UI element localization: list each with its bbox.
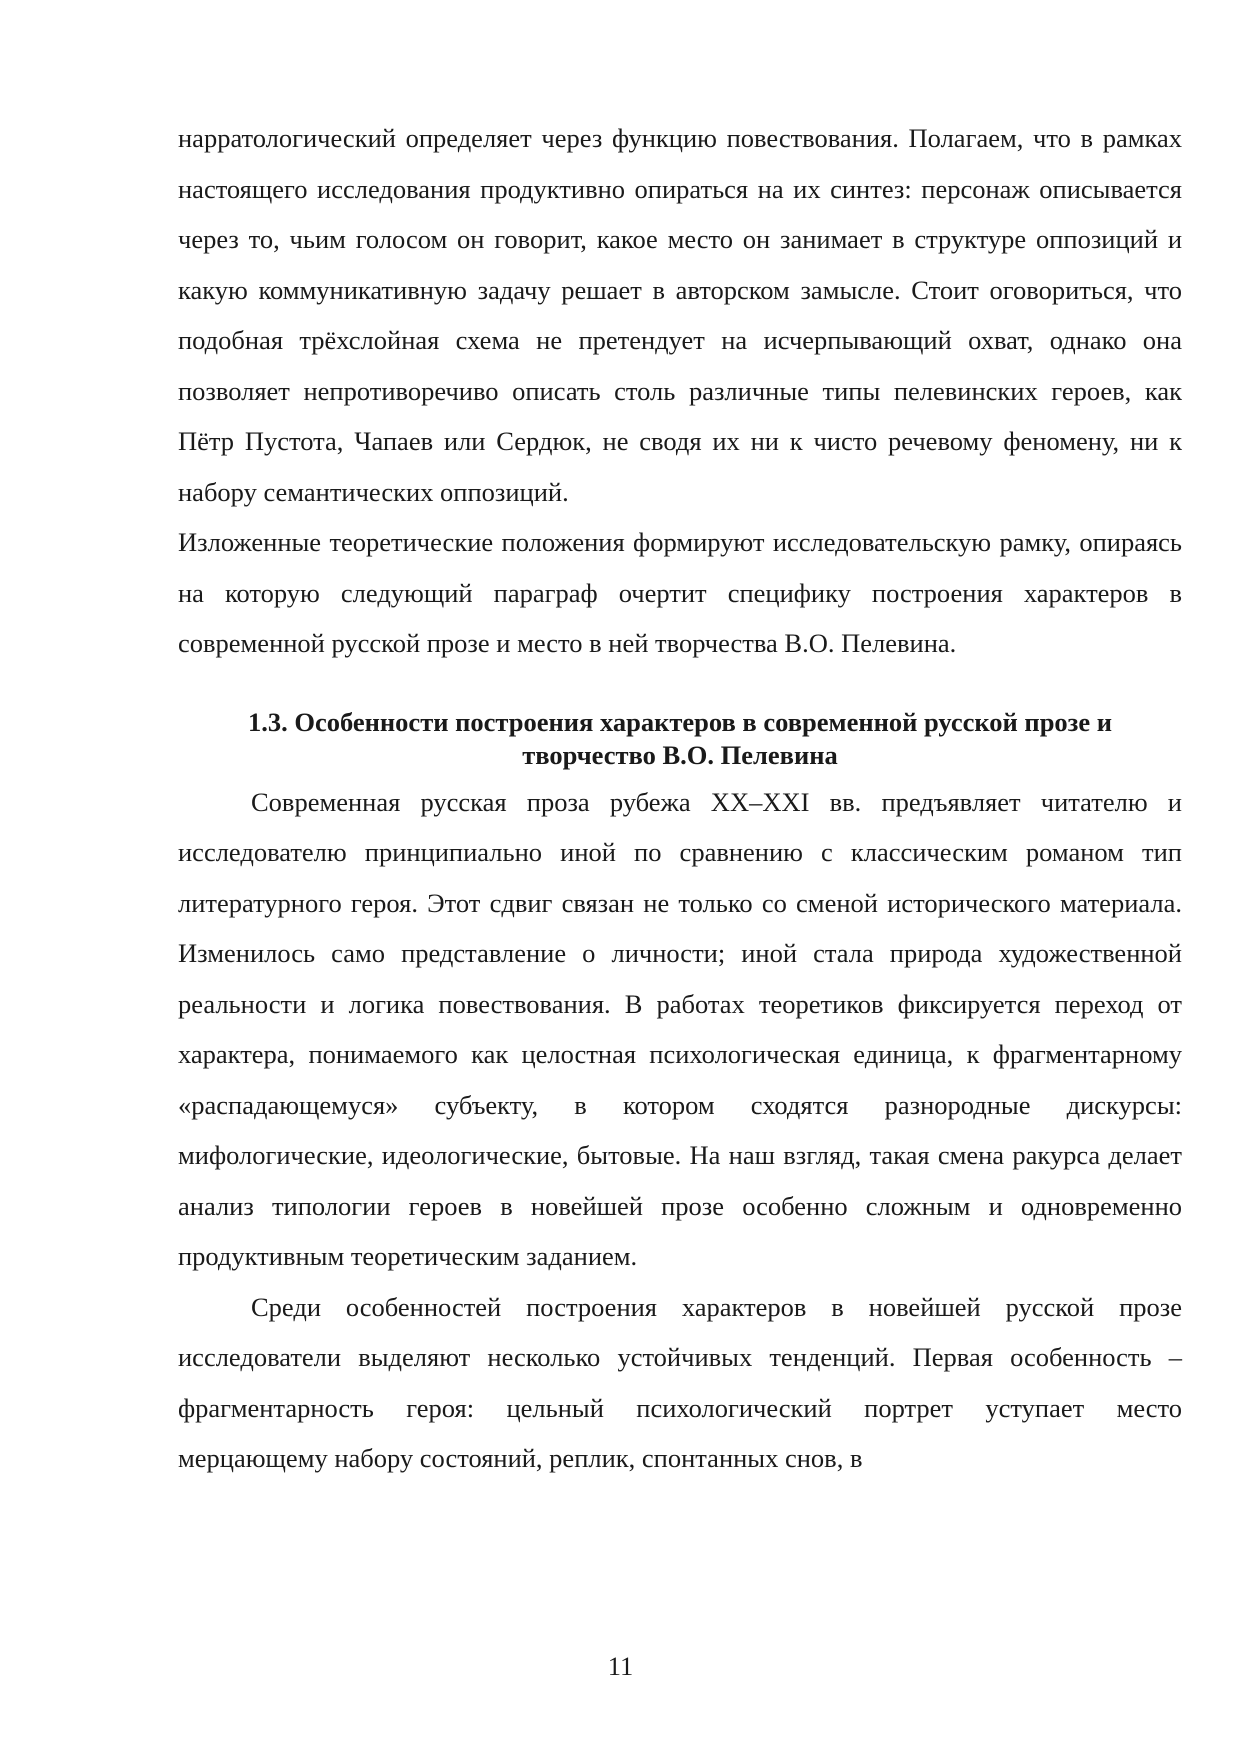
section-heading: 1.3. Особенности построения характеров в современной русской прозе и творчество В.О. Пелевина [247, 706, 1112, 770]
paragraph-continued: нарратологический определяет через функцию повествования. Полагаем, что в рамках настоящего исследования продуктивно опираться на их синтез: персонаж описывается через то, чьим голосом он говорит, какое место он занимает в структуре оппозиций и какую коммуникативную задачу решает в авторском замысле. Стоит оговориться, что подобная трёхслойная схема не претендует на исчерпывающий охват, однако она позволяет непротиворечиво описать столь различные типы пелевинских героев, как Пётр Пустота, Чапаев или Сердюк, не сводя их ни к чисто речевому феномену, ни к набору семантических оппозиций. [178, 123, 1182, 507]
page-number: 11 [607, 1651, 634, 1681]
paragraph-summary: Изложенные теоретические положения формируют исследовательскую рамку, опираясь на которую следующий параграф очертит специфику построения характеров в современной русской прозе и место в ней творчества В.О. Пелевина. [178, 527, 1182, 658]
section-paragraph-2: Среди особенностей построения характеров в новейшей русской прозе исследователи выделяют несколько устойчивых тенденций. Первая особенность – фрагментарность героя: цельный психологический портрет уступает место мерцающему набору состояний, реплик, спонтанных снов, в [178, 1291, 1182, 1473]
section-paragraph-1: Современная русская проза рубежа XX–XXI вв. предъявляет читателю и исследователю принципиально иной по сравнению с классическим романом тип литературного героя. Этот сдвиг связан не только со сменой исторического материала. Изменилось само представление о личности; иной стала природа художественной реальности и логика повествования. В работах теоретиков фиксируется переход от характера, понимаемого как целостная психологическая единица, к фрагментарному «распадающемуся» субъекту, в котором сходятся разнородные дискурсы: мифологические, идеологические, бытовые. На наш взгляд, такая смена ракурса делает анализ типологии героев в новейшей прозе особенно сложным и одновременно продуктивным теоретическим заданием. [178, 786, 1182, 1271]
page-body [178, 113, 1182, 1484]
